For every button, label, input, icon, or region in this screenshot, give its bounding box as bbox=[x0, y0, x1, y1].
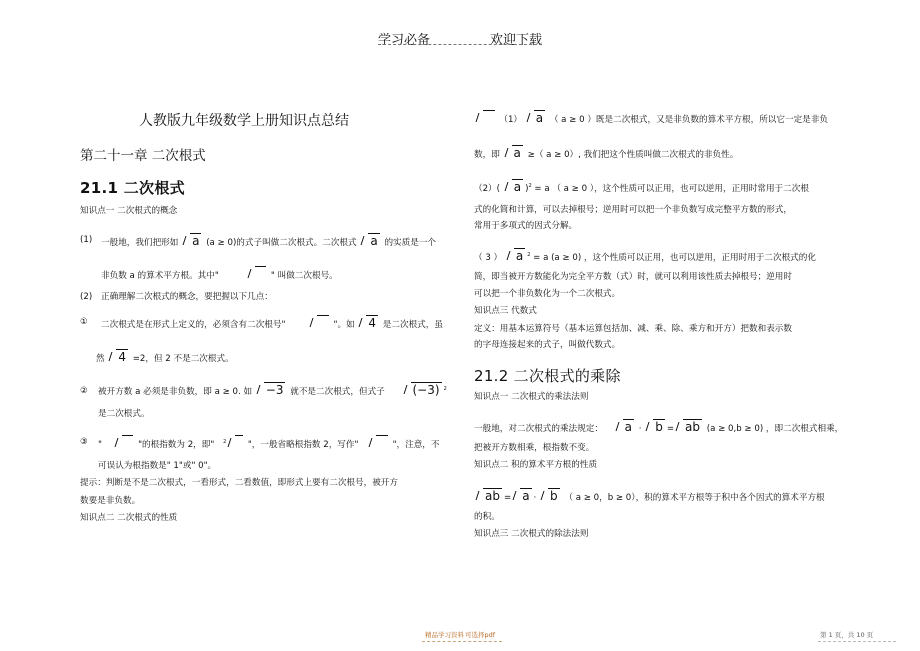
radical-ab-p: ab bbox=[474, 488, 502, 502]
p-equals: = bbox=[503, 493, 512, 503]
c3-text-a: " bbox=[98, 440, 102, 450]
knowledge-point-4: 知识点一 二次根式的乘法法则 bbox=[474, 392, 589, 402]
p1-text-c: 的实质是一个 bbox=[384, 238, 437, 248]
c2-line2: 是二次根式。 bbox=[98, 409, 150, 419]
p-text-b: （ a ≥ 0，b ≥ 0），积的算术平方根等于积中各个因式的算术平方根 bbox=[564, 493, 825, 503]
m1-text-b: (a ≥ 0,b ≥ 0) ，即二次根式相乘， bbox=[706, 424, 844, 434]
p1-label: (1) bbox=[80, 235, 93, 245]
p-dot: · bbox=[533, 493, 537, 503]
section-heading: 21.1 二次根式 bbox=[80, 179, 185, 197]
radical-a-r2: a bbox=[503, 145, 523, 159]
c3-line2: 可误认为根指数是" 1"或" 0"。 bbox=[98, 461, 217, 471]
p1-text-b: (a ≥ 0)的式子叫做二次根式。二次根式 bbox=[206, 238, 357, 248]
radical-symbol-4 bbox=[226, 435, 243, 449]
c1-text-b: "。如 bbox=[333, 320, 355, 330]
r2-text-a: 数，即 bbox=[474, 150, 500, 160]
doc-title: 人教版九年级数学上册知识点总结 bbox=[139, 113, 349, 129]
radical-a: a bbox=[181, 233, 201, 247]
r3-superscript: 2 bbox=[528, 183, 532, 190]
header-right: 欢迎下载 bbox=[490, 33, 543, 48]
c1-mark: ① bbox=[80, 317, 88, 327]
definition-line1: 定义：用基本运算符号（基本运算包括加、减、乘、除、乘方和开方）把数和表示数 bbox=[474, 324, 792, 334]
knowledge-point-5: 知识点二 积的算术平方根的性质 bbox=[474, 460, 598, 470]
radical-4: 4 bbox=[357, 315, 378, 329]
p1-text-e: " 叫做二次根号。 bbox=[270, 271, 338, 281]
radical-a-p: a bbox=[511, 488, 531, 502]
m1-text-a: 一般地，对二次根式的乘法规定： bbox=[474, 424, 603, 434]
footer-left: 精品学习资料 bbox=[425, 631, 464, 639]
c3-mark: ③ bbox=[80, 437, 88, 447]
m1-dot: · bbox=[638, 424, 642, 434]
p2-text: 正确理解二次根式的概念，要把握以下几点： bbox=[101, 292, 273, 302]
c2-text-b: 就不是二次根式，但式子 bbox=[290, 387, 385, 397]
radical-neg3: −3 bbox=[255, 382, 286, 396]
m2-line: 把被开方数相乘，根指数不变。 bbox=[474, 443, 595, 453]
section-2-heading: 21.2 二次根式的乘除 bbox=[474, 367, 621, 385]
radical-symbol bbox=[246, 266, 267, 280]
r5-line: 常用于多项式的因式分解。 bbox=[474, 221, 578, 231]
page-number-divider bbox=[818, 641, 896, 642]
r6-text-b: = a (a ≥ 0) ，这个性质可以正用，也可以逆用，正用时用于二次根式的化 bbox=[533, 253, 816, 263]
r6-line bbox=[474, 248, 816, 263]
knowledge-point-3: 知识点三 代数式 bbox=[474, 306, 537, 316]
c3-text-d: "，注意，不 bbox=[392, 440, 440, 450]
radical-4-2: 4 bbox=[107, 349, 128, 363]
product-line bbox=[474, 488, 825, 503]
m1-line bbox=[474, 419, 843, 434]
r1-text-b: （ a ≥ 0 ）既是二次根式，又是非负数的算术平方根，所以它一定是非负 bbox=[549, 115, 828, 125]
knowledge-point-1: 知识点一 二次根式的概念 bbox=[80, 206, 178, 216]
radical-neg3-squared: (−3) bbox=[402, 382, 442, 396]
footer-mid: 可选择pdf bbox=[465, 631, 496, 639]
radical-b-m1: b bbox=[644, 419, 665, 433]
c1-text-c: 是二次根式，虽 bbox=[382, 320, 443, 330]
c3-line1 bbox=[98, 435, 439, 450]
definition-line2: 的字母连接起来的式子，叫做代数式。 bbox=[474, 340, 621, 350]
p1-line1 bbox=[101, 233, 436, 248]
r2-line bbox=[474, 145, 738, 160]
p1-text-d: 非负数 a 的算术平方根。其中" bbox=[101, 271, 219, 281]
c2-superscript: 2 bbox=[443, 386, 447, 393]
page-number: 第 1 页，共 10 页 bbox=[820, 631, 874, 639]
c1-text-a: 二次根式是在形式上定义的，必须含有二次根号" bbox=[101, 320, 286, 330]
r6-text-a: （ 3 ） bbox=[474, 253, 503, 263]
r6-superscript: 2 bbox=[527, 252, 531, 259]
r8-line: 可以把一个非负数化为一个二次根式。 bbox=[474, 289, 621, 299]
radical-a-2: a bbox=[359, 233, 379, 247]
radical-symbol-5 bbox=[367, 435, 388, 449]
radical-a-r1: a bbox=[525, 110, 545, 124]
c3-text-b: "的根指数为 2，即" bbox=[138, 440, 215, 450]
tip-line2: 数要是非负数。 bbox=[80, 496, 141, 506]
r3-text-c: = a （ a ≥ 0 ），这个性质可以正用，也可以逆用，正用时常用于二次根 bbox=[534, 184, 809, 194]
radical-ab-m1: ab bbox=[674, 419, 702, 433]
p1-text-a: 一般地，我们把形如 bbox=[101, 238, 179, 248]
radical-a-r6: a bbox=[505, 248, 525, 262]
r7-line: 简，即当被开方数能化为完全平方数（式）时，就可以利用该性质去掉根号；逆用时 bbox=[474, 272, 792, 282]
m1-equals: = bbox=[666, 424, 675, 434]
footer-divider bbox=[422, 641, 502, 642]
radical-symbol-r1 bbox=[474, 110, 495, 124]
r3-text-a: （2）( bbox=[474, 184, 501, 194]
root-index: 2 bbox=[223, 439, 227, 446]
r3-line bbox=[474, 179, 809, 194]
radical-symbol-3 bbox=[113, 435, 134, 449]
p2-line: 的积。 bbox=[474, 512, 500, 522]
c2-line1 bbox=[98, 382, 447, 397]
c1-text-d: 然 bbox=[96, 354, 105, 364]
r1-text-a: （1） bbox=[499, 115, 523, 125]
header-left: 学习必备 bbox=[378, 33, 431, 48]
r3-text-b: ) bbox=[525, 184, 529, 194]
r1-line bbox=[474, 110, 828, 125]
header-divider bbox=[378, 44, 542, 45]
radical-symbol-2 bbox=[308, 315, 329, 329]
tip-line1: 提示：判断是不是二次根式，一看形式，二看数值，即形式上要有二次根号，被开方 bbox=[80, 478, 398, 488]
r4-line: 式的化简和计算，可以去掉根号；逆用时可以把一个非负数写成完整平方数的形式， bbox=[474, 205, 792, 215]
c2-text-a: 被开方数 a 必须是非负数，即 a ≥ 0. 如 bbox=[98, 387, 253, 397]
p1-line2 bbox=[101, 266, 338, 281]
radical-a-m1: a bbox=[614, 419, 634, 433]
c1-line2 bbox=[96, 349, 234, 364]
radical-b-p: b bbox=[539, 488, 560, 502]
p2-label: (2) bbox=[80, 292, 93, 302]
radical-a-r3: a bbox=[503, 179, 523, 193]
knowledge-point-2: 知识点二 二次根式的性质 bbox=[80, 513, 178, 523]
c2-mark: ② bbox=[80, 386, 88, 396]
knowledge-point-6: 知识点三 二次根式的除法法则 bbox=[474, 529, 589, 539]
chapter-heading: 第二十一章 二次根式 bbox=[80, 148, 206, 164]
r2-text-b: ≥（ a ≥ 0）, 我们把这个性质叫做二次根式的非负性。 bbox=[527, 150, 739, 160]
c3-text-c: "，一般省略根指数 2，写作" bbox=[247, 440, 359, 450]
c1-line1 bbox=[101, 315, 443, 330]
c1-text-e: =2，但 2 不是二次根式。 bbox=[132, 354, 234, 364]
